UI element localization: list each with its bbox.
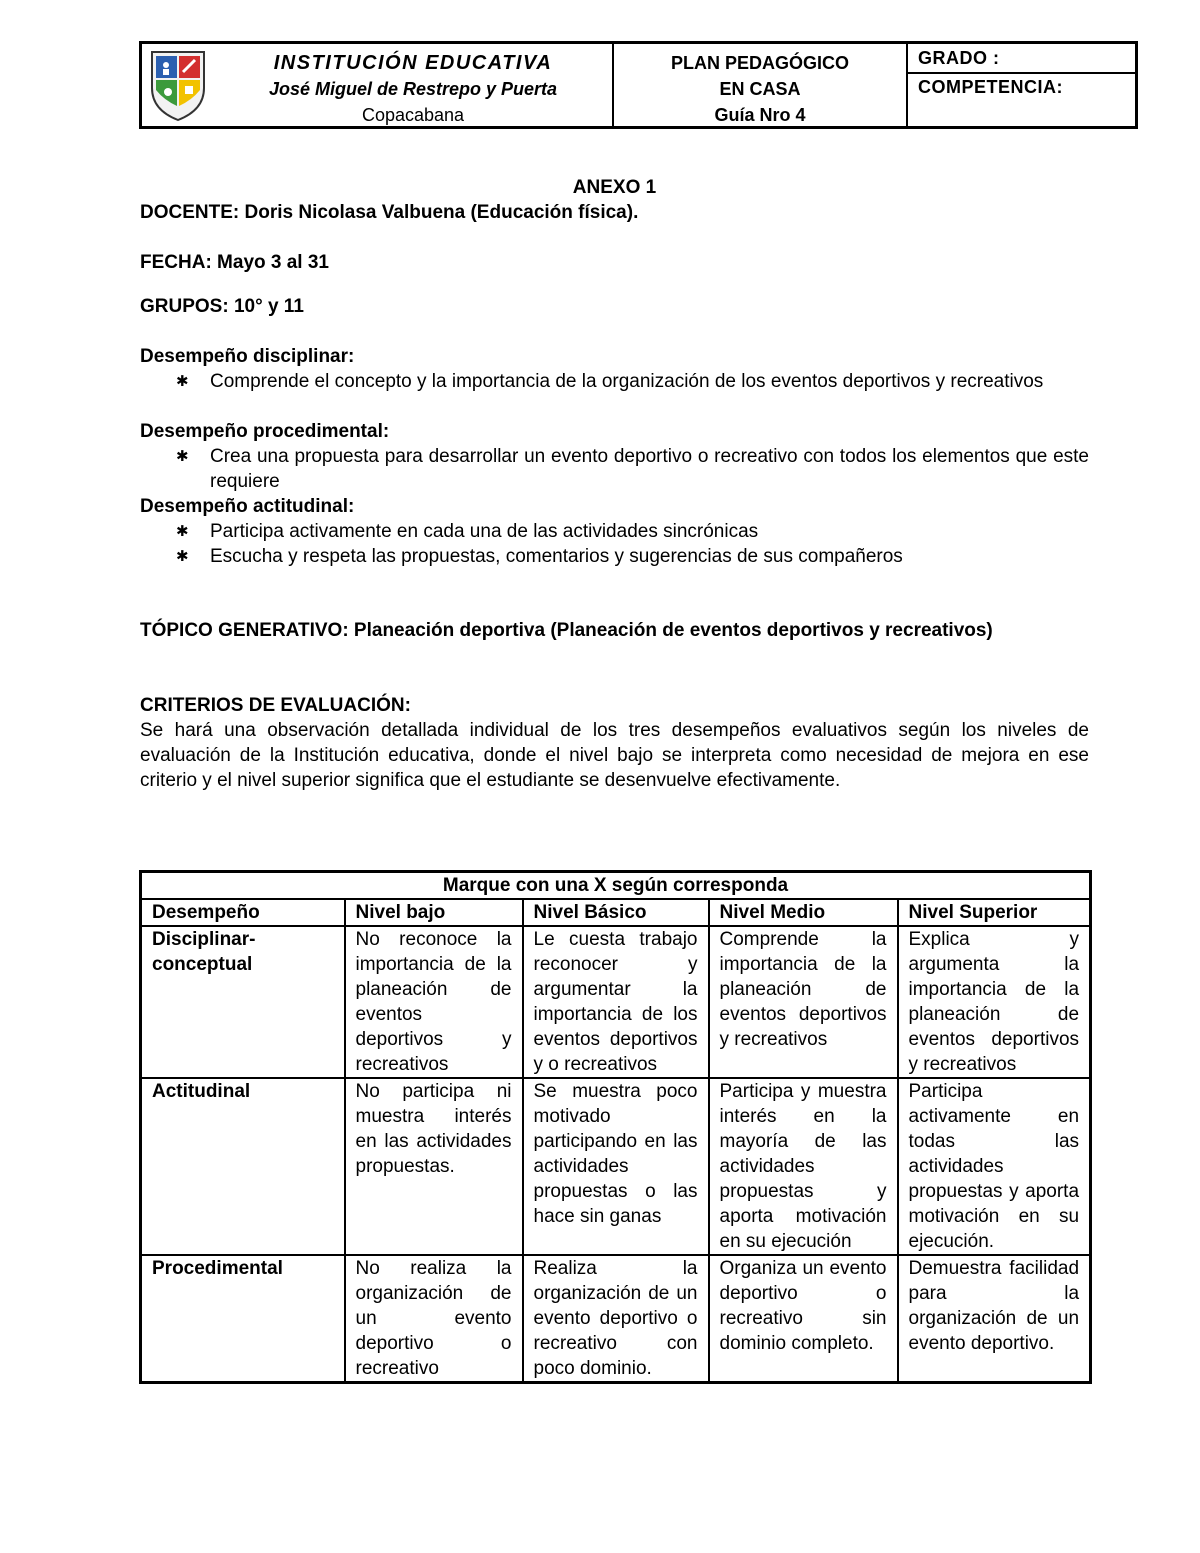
- asterisk-bullet-icon: ✱: [176, 448, 189, 465]
- table-cell: Procedimental: [141, 1255, 345, 1383]
- table-cell: No reconoce la importancia de la planeación de eventos deportivos y recreativos: [345, 926, 523, 1078]
- table-cell: No realiza la organización de un evento deportivo o recreativo: [345, 1255, 523, 1383]
- table-cell: Disciplinar-conceptual: [141, 926, 345, 1078]
- institution-cell: [214, 44, 614, 126]
- annex-title: ANEXO 1: [572, 177, 657, 198]
- asterisk-bullet-icon: ✱: [176, 523, 189, 540]
- procedural-title: Desempeño procedimental:: [140, 421, 390, 442]
- table-cell: Comprende la importancia de la planeación de eventos deportivos y recreativos: [709, 926, 898, 1078]
- shield-icon: [148, 48, 208, 122]
- table-row: [141, 926, 1091, 1078]
- table-cell: Realiza la organización de un evento deportivo o recreativo con poco dominio.: [523, 1255, 709, 1383]
- generative-topic: TÓPICO GENERATIVO: Planeación deportiva (Planeación de eventos deportivos y recreativos): [140, 620, 993, 641]
- table-cell: Actitudinal: [141, 1078, 345, 1255]
- teacher-line: DOCENTE: Doris Nicolasa Valbuena (Educación física).: [140, 202, 639, 223]
- groups-line: GRUPOS: 10° y 11: [140, 296, 304, 317]
- rubric-header-row: [141, 899, 1091, 926]
- disciplinary-title: Desempeño disciplinar:: [140, 346, 355, 367]
- asterisk-bullet-icon: ✱: [176, 548, 189, 565]
- table-cell: Participa y muestra interés en la mayoría de las actividades propuestas y aporta motivación en su ejecución: [709, 1078, 898, 1255]
- disciplinary-list: [140, 369, 1089, 394]
- column-header: Nivel bajo: [345, 899, 523, 926]
- column-header: Nivel Superior: [898, 899, 1091, 926]
- column-header: Desempeño: [141, 899, 345, 926]
- institution-name: José Miguel de Restrepo y Puerta: [268, 79, 558, 99]
- asterisk-bullet-icon: ✱: [176, 373, 189, 390]
- document-body: [140, 175, 1089, 793]
- competence-label: COMPETENCIA:: [918, 77, 1063, 97]
- table-row: [141, 1255, 1091, 1383]
- institution-title: INSTITUCIÓN EDUCATIVA: [273, 52, 553, 74]
- grade-cell: [908, 44, 1135, 126]
- institution-city: Copacabana: [361, 105, 465, 125]
- table-cell: Le cuesta trabajo reconocer y argumentar la importancia de los eventos deportivos y o recreativos: [523, 926, 709, 1078]
- list-item: ✱ Escucha y respeta las propuestas, comentarios y sugerencias de sus compañeros: [176, 546, 903, 567]
- table-cell: Explica y argumenta la importancia de la planeación de eventos deportivos y recreativos: [898, 926, 1091, 1078]
- guide-number: Guía Nro 4: [714, 105, 806, 125]
- plan-title: PLAN PEDAGÓGICO: [670, 53, 849, 73]
- list-item: ✱ Comprende el concepto y la importancia de la organización de los eventos deportivos y recreativos: [176, 371, 1044, 392]
- plan-subtitle: EN CASA: [719, 79, 801, 99]
- column-header: Nivel Básico: [523, 899, 709, 926]
- criteria-text: Se hará una observación detallada individual de los tres desempeños evaluativos según los niveles de evaluación de la Institución educativa, donde el nivel bajo se interpreta como necesidad de mejora en ese criterio y el nivel superior significa que el estudiante se desenvuelve efectivamente.: [140, 720, 1089, 791]
- table-cell: Se muestra poco motivado participando en las actividades propuestas o las hace sin ganas: [523, 1078, 709, 1255]
- column-header: Nivel Medio: [709, 899, 898, 926]
- table-cell: No participa ni muestra interés en las actividades propuestas.: [345, 1078, 523, 1255]
- list-item: ✱ Participa activamente en cada una de las actividades sincrónicas: [176, 521, 759, 542]
- table-cell: Participa activamente en todas las actividades propuestas y aporta motivación en su ejecución.: [898, 1078, 1091, 1255]
- attitudinal-title: Desempeño actitudinal:: [140, 496, 355, 517]
- table-row: [141, 1078, 1091, 1255]
- document-header: [139, 41, 1138, 129]
- rubric-caption: Marque con una X según corresponda: [141, 872, 1091, 900]
- list-item: ✱ Crea una propuesta para desarrollar un evento deportivo o recreativo con todos los elementos que este requiere: [176, 446, 1089, 492]
- evaluation-rubric-table: [139, 870, 1092, 1384]
- criteria-title: CRITERIOS DE EVALUACIÓN:: [140, 695, 411, 716]
- attitudinal-list: [140, 519, 1089, 569]
- grade-label: GRADO :: [908, 44, 1135, 74]
- procedural-list: [140, 444, 1089, 494]
- school-shield-logo: [142, 44, 214, 126]
- table-cell: Organiza un evento deportivo o recreativo sin dominio completo.: [709, 1255, 898, 1383]
- date-line: FECHA: Mayo 3 al 31: [140, 252, 329, 273]
- plan-cell: [614, 44, 908, 126]
- table-cell: Demuestra facilidad para la organización de un evento deportivo.: [898, 1255, 1091, 1383]
